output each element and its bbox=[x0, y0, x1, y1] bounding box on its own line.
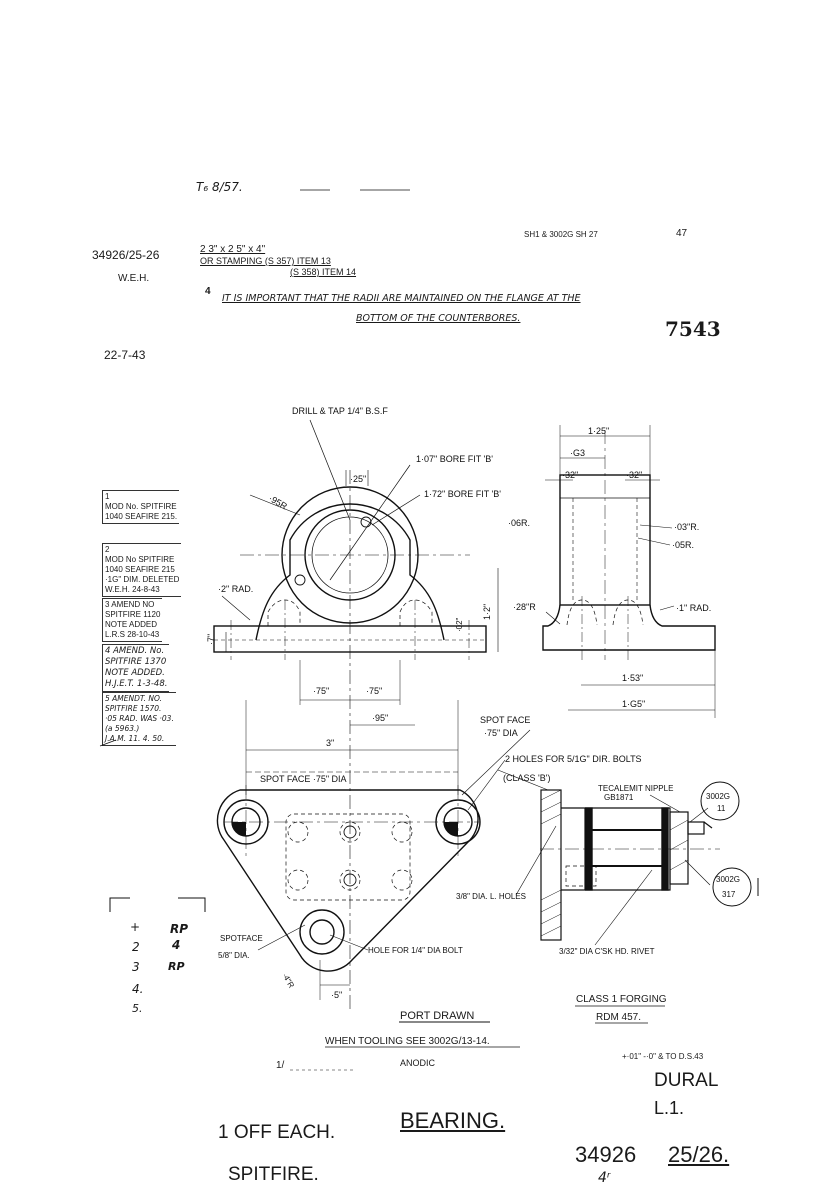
dim-radius-01: ·1" RAD. bbox=[676, 603, 712, 613]
dim-153: 1·53" bbox=[622, 673, 644, 683]
check-2-val: 4 bbox=[172, 938, 181, 952]
dim-05: ·5" bbox=[331, 990, 343, 1000]
amendment-4: 4 AMEND. No. SPITFIRE 1370 NOTE ADDED. H.J.E.T. 1-3-48. bbox=[102, 644, 169, 692]
rivet-note: 3/32" DIA C'SK HD. RIVET bbox=[559, 947, 655, 956]
nipple-number: GB1871 bbox=[604, 793, 634, 802]
ref-3002g-11b: 11 bbox=[717, 804, 726, 813]
page-number: 47 bbox=[676, 228, 688, 239]
anodic-finish: ANODIC bbox=[400, 1058, 436, 1068]
material-name: DURAL bbox=[654, 1070, 719, 1091]
check-3-num: 3 bbox=[132, 960, 140, 974]
dim-3in: 3" bbox=[326, 738, 335, 748]
bolt-holes-note: 2 HOLES FOR 5/1G" DIR. BOLTS bbox=[505, 754, 642, 764]
dim-radius-04: ·4"R bbox=[280, 971, 296, 990]
bolt-hole-note: HOLE FOR 1/4" DIA BOLT bbox=[368, 946, 463, 955]
dim-125: 1·25" bbox=[588, 426, 610, 436]
sheet-mark: 4ʳ bbox=[598, 1170, 611, 1186]
dim-165: 1·G5" bbox=[622, 699, 646, 709]
part-number: 34926 bbox=[575, 1142, 637, 1167]
dim-075-left: ·75" bbox=[313, 686, 330, 696]
amendment-1: 1 MOD No. SPITFIRE 1040 SEAFIRE 215. bbox=[102, 490, 179, 524]
dim-07: ·7" bbox=[206, 633, 216, 645]
tooling-note: WHEN TOOLING SEE 3002G/13-14. bbox=[325, 1036, 490, 1047]
radii-note-line2: BOTTOM OF THE COUNTERBORES. bbox=[356, 313, 521, 324]
bolt-class: (CLASS 'B') bbox=[503, 773, 551, 783]
check-4-num: 4. bbox=[132, 982, 144, 996]
tolerance-note: +·01" -·0" & TO D.S.43 bbox=[622, 1052, 704, 1061]
radii-note-line1: IT IS IMPORTANT THAT THE RADII ARE MAINTAINED ON THE FLANGE AT THE bbox=[222, 293, 581, 304]
sheet-reference: SH1 & 3002G SH 27 bbox=[524, 230, 598, 239]
amendment-2: 2 MOD No SPITFIRE 1040 SEAFIRE 215 ·1G" DIM. DELETED W.E.H. 24-8-43 bbox=[102, 543, 181, 597]
spotface-note: SPOTFACE bbox=[220, 934, 263, 943]
dim-radius-006: ·06R. bbox=[508, 518, 531, 528]
ref-3002g-317: 3002G bbox=[716, 875, 741, 884]
check-5-num: 5. bbox=[132, 1002, 143, 1015]
drawing-title: BEARING. bbox=[400, 1108, 506, 1133]
stamp-number: 7543 bbox=[665, 317, 721, 341]
dim-002: ·02" bbox=[455, 617, 464, 632]
dim-radius-095: ·95R bbox=[267, 493, 289, 512]
material-size: 2 3" x 2 5" x 4" bbox=[200, 244, 266, 255]
class-forging: CLASS 1 FORGING bbox=[576, 994, 667, 1005]
material-item14: (S 358) ITEM 14 bbox=[290, 267, 357, 277]
dim-075-right: ·75" bbox=[366, 686, 383, 696]
drawing-date: 22-7-43 bbox=[104, 348, 146, 362]
amendment-3: 3 AMEND NO SPITFIRE 1120 NOTE ADDED L.R.S 28-10-43 bbox=[102, 598, 162, 642]
dim-032-right: ·32" bbox=[626, 470, 643, 480]
note-marker-triangle: 4 bbox=[205, 286, 211, 297]
spot-face-right: SPOT FACE bbox=[480, 715, 531, 725]
quantity: 1 OFF EACH. bbox=[218, 1122, 336, 1143]
material-stamping: OR STAMPING (S 357) ITEM 13 bbox=[200, 256, 331, 266]
material-code: L.1. bbox=[654, 1098, 685, 1118]
fraction-mark: 1/ bbox=[276, 1060, 285, 1071]
aircraft-type: SPITFIRE. bbox=[228, 1164, 319, 1185]
port-drawn: PORT DRAWN bbox=[400, 1010, 475, 1022]
amendment-5: 5 AMENDT. NO. SPITFIRE 1570. ·05 RAD. WAS ·03. (a 5963.) J.A.M. 11. 4. 50. bbox=[102, 692, 176, 746]
dim-radius-028: ·28"R bbox=[513, 602, 536, 612]
ref-3002g-317b: 317 bbox=[722, 890, 736, 899]
corner-mark: T₆ 8/57. bbox=[196, 180, 243, 194]
spot-face-right-dia: ·75" DIA bbox=[484, 728, 518, 738]
check-1-num: + bbox=[130, 920, 141, 934]
dim-025: ·25" bbox=[350, 474, 367, 484]
dim-radius-003: ·03"R. bbox=[674, 522, 700, 532]
check-1-val: RP bbox=[170, 922, 189, 936]
dim-radius-005: ·05R. bbox=[672, 540, 695, 550]
ref-3002g-11: 3002G bbox=[706, 792, 731, 801]
check-3-val: RP bbox=[168, 960, 185, 973]
part-reference: 34926/25-26 bbox=[92, 248, 160, 262]
dim-bore-small: 1·07" BORE FIT 'B' bbox=[416, 454, 493, 464]
oil-holes-note: 3/8" DIA. L. HOLES bbox=[456, 892, 526, 901]
drafter-initials: W.E.H. bbox=[118, 273, 150, 284]
dim-bore-large: 1·72" BORE FIT 'B' bbox=[424, 489, 501, 499]
dim-063: ·G3 bbox=[570, 448, 586, 458]
dim-radius-02: ·2" RAD. bbox=[218, 584, 254, 594]
dim-12: 1·2" bbox=[482, 603, 492, 620]
check-2-num: 2 bbox=[132, 940, 140, 954]
spotface-dia: 5/8" DIA. bbox=[218, 951, 250, 960]
dim-032-left: ·32" bbox=[562, 470, 579, 480]
part-suffix: 25/26. bbox=[668, 1142, 730, 1167]
tecalemit-nipple: TECALEMIT NIPPLE bbox=[598, 784, 674, 793]
forging-rdm: RDM 457. bbox=[596, 1012, 642, 1023]
dim-drill-tap: DRILL & TAP 1/4" B.S.F bbox=[292, 406, 388, 416]
dim-095: ·95" bbox=[372, 713, 389, 723]
spot-face-left: SPOT FACE ·75" DIA bbox=[260, 774, 347, 784]
